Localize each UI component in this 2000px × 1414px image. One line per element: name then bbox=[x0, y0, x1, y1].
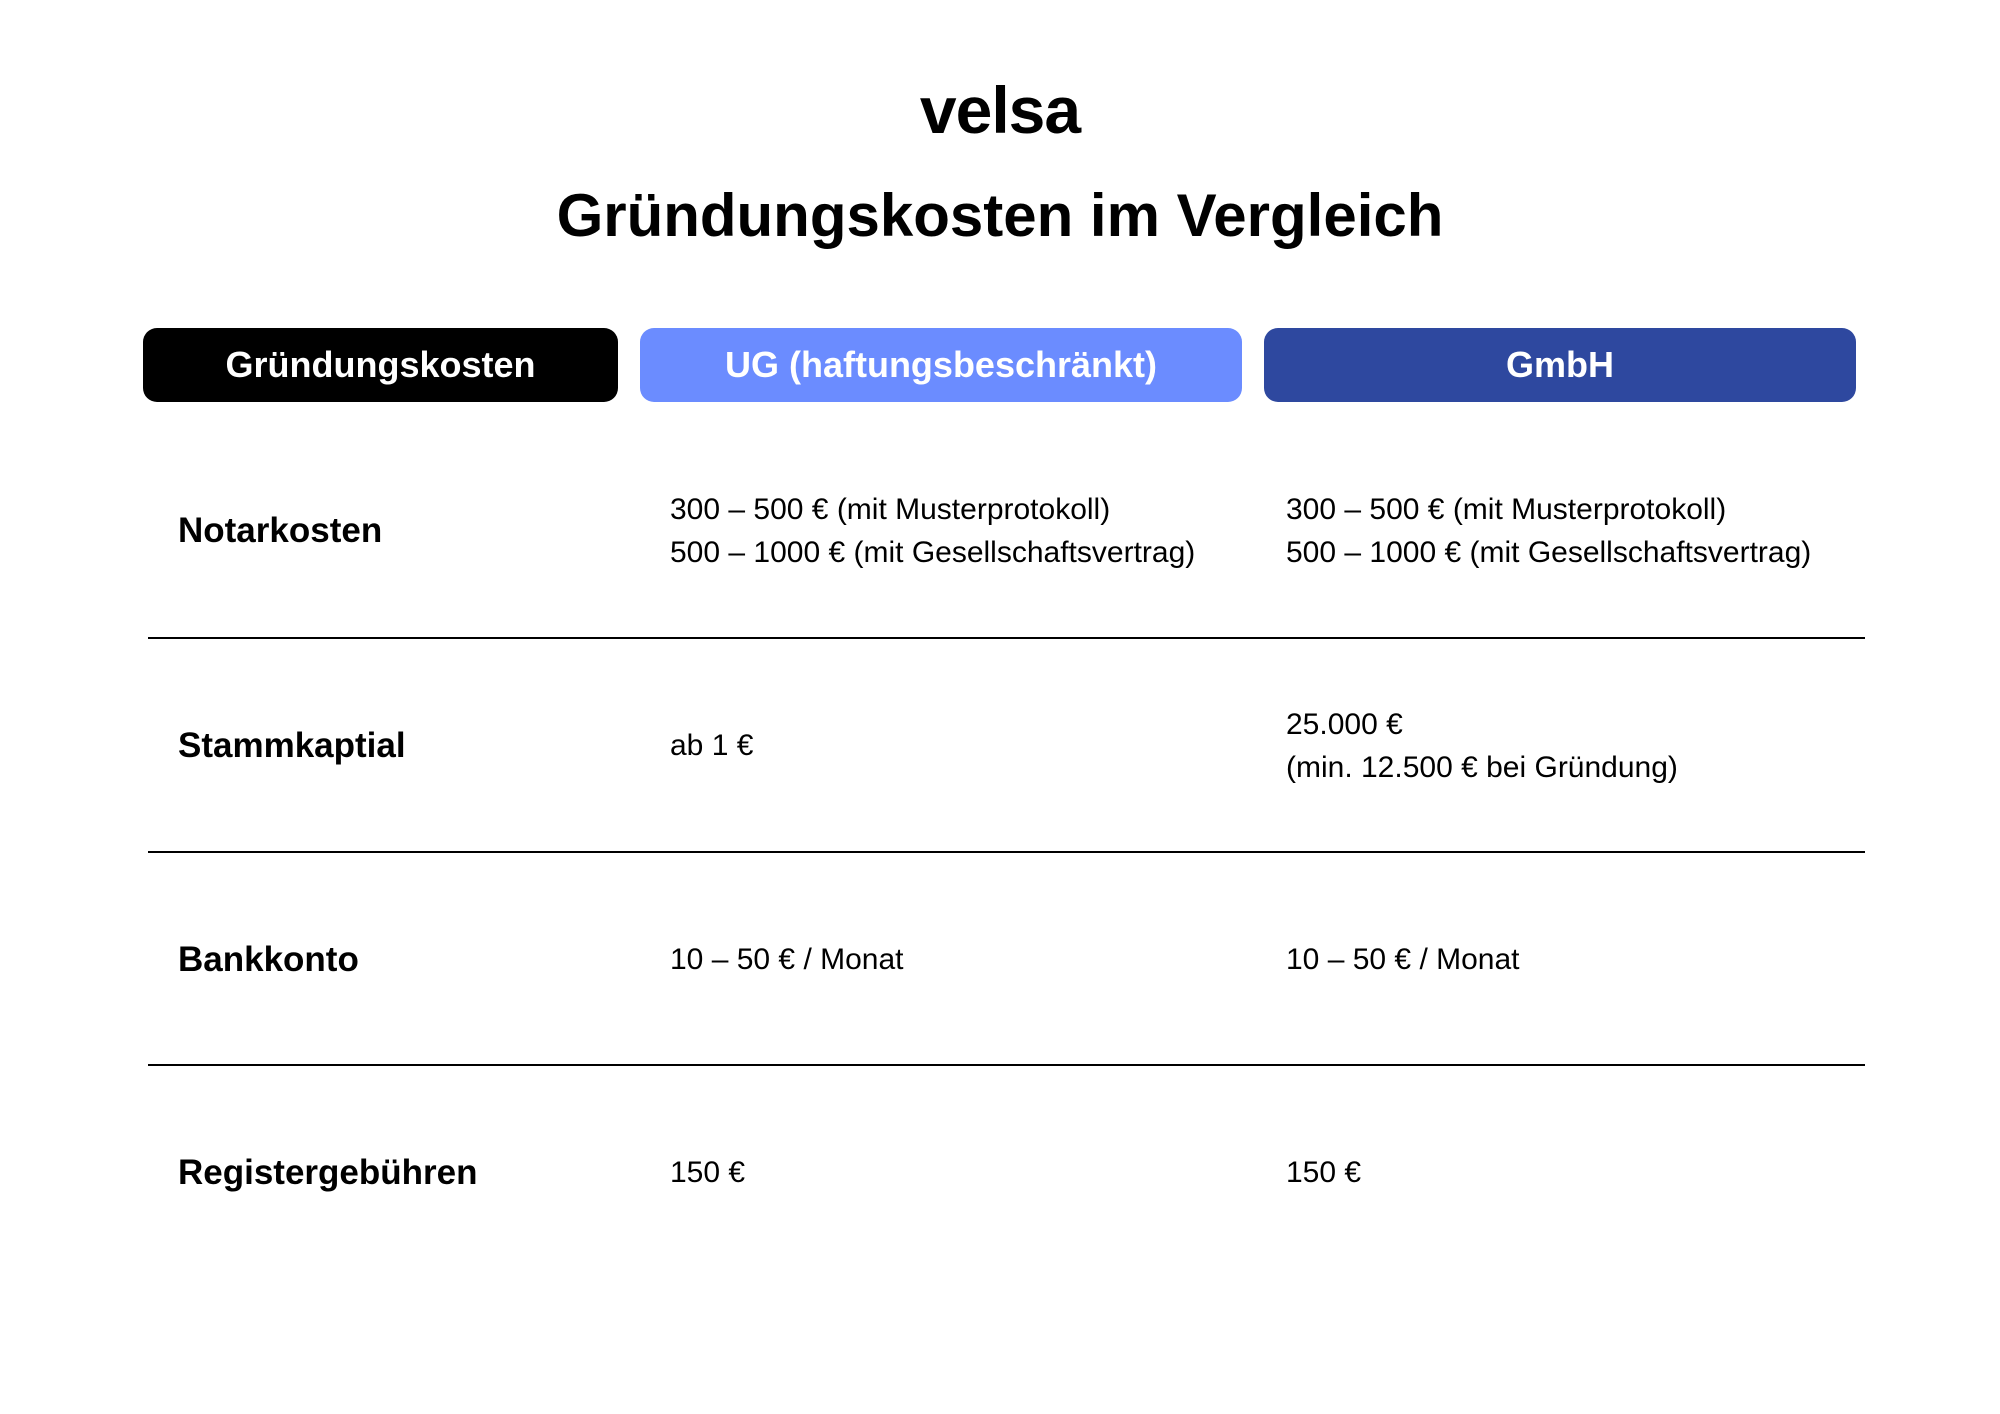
gmbh-value-line: 500 – 1000 € (mit Gesellschaftsvertrag) bbox=[1286, 535, 1812, 569]
gmbh-value-line: 300 – 500 € (mit Musterprotokoll) bbox=[1286, 492, 1727, 526]
ug-value-line: 150 € bbox=[670, 1156, 746, 1189]
table-row-registergebuehren bbox=[0, 1066, 2000, 1279]
row-label: Notarkosten bbox=[178, 510, 383, 550]
table-row-notarkosten bbox=[0, 424, 2000, 637]
gmbh-value-line: 10 – 50 € / Monat bbox=[1286, 943, 1520, 976]
page-title: Gründungskosten im Vergleich bbox=[556, 182, 1444, 249]
gmbh-value-line: 150 € bbox=[1286, 1156, 1362, 1189]
gmbh-value-line: (min. 12.500 € bei Gründung) bbox=[1286, 750, 1678, 784]
ug-value-line: ab 1 € bbox=[670, 729, 754, 762]
ug-value-line: 500 – 1000 € (mit Gesellschaftsvertrag) bbox=[670, 535, 1196, 569]
ug-value-line: 10 – 50 € / Monat bbox=[670, 943, 904, 976]
gmbh-value bbox=[1286, 424, 1886, 637]
header-ug: UG (haftungsbeschränkt) bbox=[640, 328, 1242, 402]
table-row-stammkapital bbox=[0, 639, 2000, 852]
row-label: Bankkonto bbox=[178, 939, 359, 979]
gmbh-value-line: 25.000 € bbox=[1286, 707, 1403, 741]
ug-value bbox=[670, 1066, 1250, 1279]
ug-value bbox=[670, 639, 1250, 852]
ug-value bbox=[670, 424, 1250, 637]
gmbh-value bbox=[1286, 853, 1886, 1066]
row-label: Registergebühren bbox=[178, 1152, 478, 1192]
velsa-logo: velsa bbox=[919, 73, 1081, 147]
header-gmbh: GmbH bbox=[1264, 328, 1856, 402]
gmbh-value bbox=[1286, 1066, 1886, 1279]
ug-value bbox=[670, 853, 1250, 1066]
ug-value-line: 300 – 500 € (mit Musterprotokoll) bbox=[670, 492, 1111, 526]
table-row-bankkonto bbox=[0, 853, 2000, 1066]
header-gruendungskosten: Gründungskosten bbox=[143, 328, 618, 402]
row-label: Stammkaptial bbox=[178, 725, 406, 765]
gmbh-value bbox=[1286, 639, 1886, 852]
